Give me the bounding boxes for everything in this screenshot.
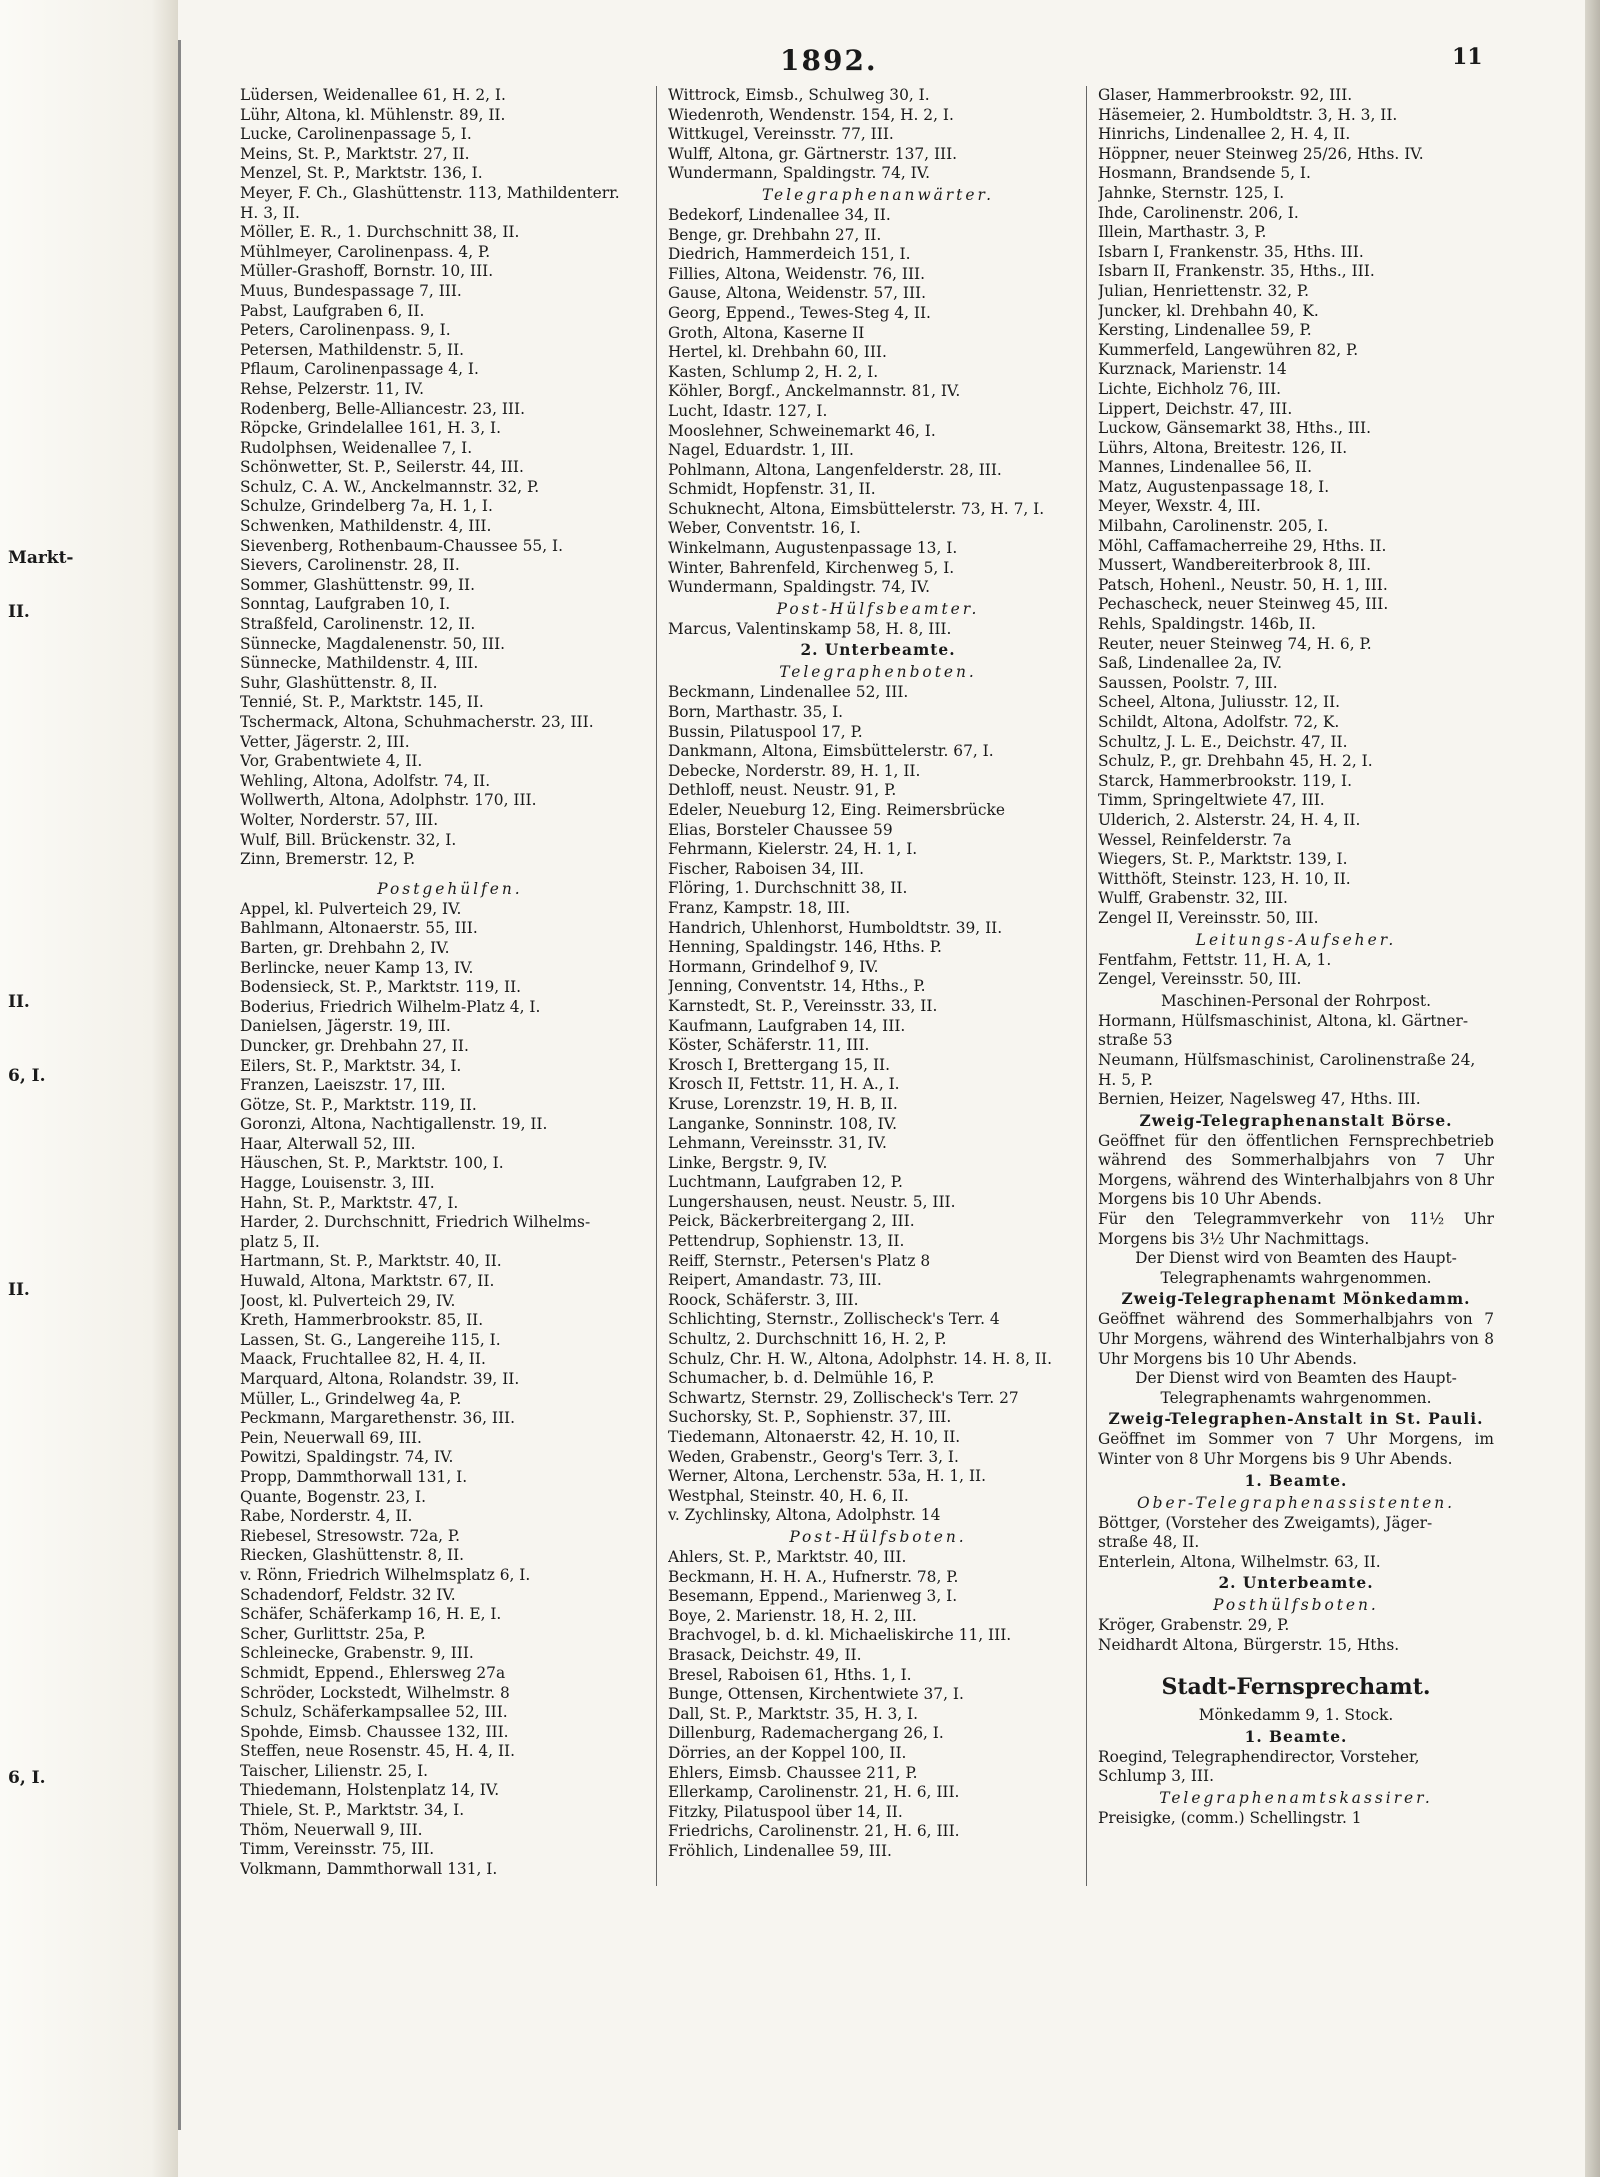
directory-entry: Lassen, St. G., Langereihe 115, I.: [240, 1330, 501, 1349]
directory-entry: Möller, E. R., 1. Durchschnitt 38, II.: [240, 223, 520, 242]
directory-entry: Suhr, Glashüttenstr. 8, II.: [240, 673, 438, 692]
directory-entry: Georg, Eppend., Tewes-Steg 4, II.: [668, 303, 931, 322]
directory-entry: Hinrichs, Lindenallee 2, H. 4, II.: [1098, 125, 1351, 144]
directory-entry: Schwartz, Sternstr. 29, Zollischeck's Terr. 27: [668, 1388, 1019, 1407]
directory-entry: Rabe, Norderstr. 4, II.: [240, 1507, 413, 1526]
directory-entry: Friedrichs, Carolinenstr. 21, H. 6, III.: [668, 1822, 960, 1841]
directory-entry: Tschermack, Altona, Schuhmacherstr. 23, III.: [240, 713, 594, 731]
directory-entry: Pechascheck, neuer Steinweg 45, III.: [1098, 595, 1389, 614]
directory-entry: Wollwerth, Altona, Adolphstr. 170, III.: [240, 791, 537, 810]
directory-entry: Schulz, Schäferkampsallee 52, III.: [240, 1703, 508, 1722]
directory-entry: Sievers, Carolinenstr. 28, II.: [240, 556, 460, 575]
section-heading: Ober-Telegraphenassistenten.: [1136, 1493, 1456, 1512]
directory-entry: Bahlmann, Altonaerstr. 55, III.: [240, 919, 478, 938]
directory-entry: Kersting, Lindenallee 59, P.: [1098, 321, 1312, 340]
directory-entry: Hertel, kl. Drehbahn 60, III.: [668, 343, 887, 362]
directory-entry: Mussert, Wandbereiterbrook 8, III.: [1098, 556, 1371, 575]
directory-entry: Bunge, Ottensen, Kirchentwiete 37, I.: [668, 1685, 964, 1704]
directory-entry: Meins, St. P., Marktstr. 27, II.: [240, 144, 470, 163]
directory-entry: Neidhardt Altona, Bürgerstr. 15, Hths.: [1098, 1635, 1400, 1654]
directory-entry: Pettendrup, Sophienstr. 13, II.: [668, 1232, 905, 1251]
directory-entry: Boye, 2. Marienstr. 18, H. 2, III.: [668, 1606, 917, 1625]
directory-entry: Brachvogel, b. d. kl. Michaeliskirche 11, III.: [668, 1626, 1012, 1645]
directory-entry: Rehse, Pelzerstr. 11, IV.: [240, 379, 424, 398]
directory-entry: Sievenberg, Rothenbaum-Chaussee 55, I.: [240, 536, 563, 555]
directory-entry: Vor, Grabentwiete 4, II.: [240, 752, 423, 771]
directory-entry: Lühr, Altona, kl. Mühlenstr. 89, II.: [240, 105, 506, 124]
directory-entry: Scher, Gurlittstr. 25a, P.: [240, 1624, 426, 1643]
directory-entry: Schultz, 2. Durchschnitt 16, H. 2, P.: [668, 1330, 947, 1349]
directory-entry: Saussen, Poolstr. 7, III.: [1098, 673, 1278, 692]
directory-entry: Dörries, an der Koppel 100, II.: [668, 1743, 907, 1762]
directory-entry: Götze, St. P., Marktstr. 119, II.: [240, 1095, 477, 1114]
directory-entry: Preisigke, (comm.) Schellingstr. 1: [1098, 1808, 1362, 1827]
directory-entry: Danielsen, Jägerstr. 19, III.: [240, 1017, 451, 1036]
directory-entry: Kröger, Grabenstr. 29, P.: [1098, 1616, 1290, 1635]
directory-entry: Starck, Hammerbrookstr. 119, I.: [1098, 771, 1352, 790]
directory-entry: Eilers, St. P., Marktstr. 34, I.: [240, 1056, 462, 1075]
section-heading: Zweig-Telegraphenamt Mönkedamm.: [1121, 1290, 1471, 1309]
directory-entry: Milbahn, Carolinenstr. 205, I.: [1098, 517, 1329, 536]
directory-entry: Häsemeier, 2. Humboldtstr. 3, H. 3, II.: [1098, 105, 1398, 124]
directory-entry: Müller-Grashoff, Bornstr. 10, III.: [240, 262, 494, 281]
directory-entry: Taischer, Lilienstr. 25, I.: [240, 1761, 429, 1780]
directory-entry: Winter, Bahrenfeld, Kirchenweg 5, I.: [668, 558, 955, 577]
section-heading: Mönkedamm 9, 1. Stock.: [1198, 1705, 1394, 1724]
left-margin-fragments: [0, 0, 170, 2177]
directory-entry: Dall, St. P., Marktstr. 35, H. 3, I.: [668, 1704, 919, 1723]
directory-entry: Timm, Vereinsstr. 75, III.: [240, 1840, 435, 1859]
directory-entry: Marquard, Altona, Rolandstr. 39, II.: [240, 1370, 520, 1388]
directory-entry: Zinn, Bremerstr. 12, P.: [240, 850, 416, 869]
directory-entry: Thöm, Neuerwall 9, III.: [240, 1820, 423, 1839]
directory-entry: Beckmann, Lindenallee 52, III.: [668, 683, 909, 702]
directory-entry: Sünnecke, Mathildenstr. 4, III.: [240, 654, 479, 673]
directory-entry: Möhl, Caffamacherreihe 29, Hths. II.: [1098, 536, 1387, 555]
directory-entry: Petersen, Mathildenstr. 5, II.: [240, 340, 465, 359]
section-heading: Maschinen-Personal der Rohrpost.: [1160, 991, 1432, 1010]
directory-entry: Juncker, kl. Drehbahn 40, K.: [1098, 301, 1319, 320]
directory-entry: Handrich, Uhlenhorst, Humboldtstr. 39, II.: [668, 918, 1003, 937]
page-year: 1892.: [780, 44, 878, 77]
directory-entry: straße 48, II.: [1098, 1533, 1200, 1552]
directory-entry: Rodenberg, Belle-Alliancestr. 23, III.: [240, 399, 525, 418]
directory-entry: Lungershausen, neust. Neustr. 5, III.: [668, 1192, 956, 1211]
directory-entry: Lüdersen, Weidenallee 61, H. 2, I.: [240, 86, 506, 104]
directory-entry: Schröder, Lockstedt, Wilhelmstr. 8: [240, 1683, 510, 1702]
directory-entry: Kaufmann, Laufgraben 14, III.: [668, 1016, 906, 1035]
directory-entry: Fillies, Altona, Weidenstr. 76, III.: [668, 264, 926, 283]
directory-entry: Julian, Henriettenstr. 32, P.: [1098, 281, 1310, 300]
directory-entry: Kreth, Hammerbrookstr. 85, II.: [240, 1311, 484, 1330]
directory-entry: Duncker, gr. Drehbahn 27, II.: [240, 1036, 469, 1055]
directory-entry: Spohde, Eimsb. Chaussee 132, III.: [240, 1722, 509, 1741]
directory-entry: Schäfer, Schäferkamp 16, H. E, I.: [240, 1605, 502, 1624]
directory-entry: Peick, Bäckerbreitergang 2, III.: [668, 1212, 915, 1231]
directory-entry: Marcus, Valentinskamp 58, H. 8, III.: [668, 619, 952, 638]
directory-entry: Vetter, Jägerstr. 2, III.: [240, 732, 410, 751]
directory-entry: platz 5, II.: [240, 1232, 320, 1251]
directory-entry: Sommer, Glashüttenstr. 99, II.: [240, 575, 476, 594]
directory-entry: Schmidt, Eppend., Ehlersweg 27a: [240, 1663, 506, 1682]
directory-entry: Krosch II, Fettstr. 11, H. A., I.: [668, 1075, 900, 1094]
directory-entry: Reipert, Amandastr. 73, III.: [668, 1271, 882, 1290]
directory-entry: Bedekorf, Lindenallee 34, II.: [668, 205, 891, 224]
directory-entry: Isbarn II, Frankenstr. 35, Hths., III.: [1098, 262, 1375, 281]
directory-entry: Reuter, neuer Steinweg 74, H. 6, P.: [1098, 634, 1372, 653]
directory-entry: Wittkugel, Vereinsstr. 77, III.: [668, 125, 894, 144]
margin-fragment: II.: [8, 1280, 30, 1300]
directory-entry: Hagge, Louisenstr. 3, III.: [240, 1174, 435, 1193]
directory-entry: Wundermann, Spaldingstr. 74, IV.: [668, 578, 931, 597]
directory-entry: Schulz, C. A. W., Anckelmannstr. 32, P.: [240, 477, 540, 496]
directory-entry: Peters, Carolinenpass. 9, I.: [240, 321, 451, 340]
directory-entry: Brasack, Deichstr. 49, II.: [668, 1645, 862, 1664]
directory-entry: Jahnke, Sternstr. 125, I.: [1098, 183, 1285, 202]
directory-entry: Wulff, Grabenstr. 32, III.: [1098, 889, 1288, 908]
directory-entry: Illein, Marthastr. 3, P.: [1098, 223, 1267, 242]
section-heading: Stadt-Fernsprechamt.: [1161, 1673, 1431, 1700]
directory-entry: Schadendorf, Feldstr. 32 IV.: [240, 1585, 456, 1604]
directory-entry: Wundermann, Spaldingstr. 74, IV.: [668, 164, 931, 183]
directory-entry: Zengel II, Vereinsstr. 50, III.: [1098, 908, 1319, 927]
margin-fragment: 6, I.: [8, 1066, 46, 1086]
directory-entry: Quante, Bogenstr. 23, I.: [240, 1487, 427, 1506]
notice-paragraph: Geöffnet für den öffentlichen Fernsprechbetrieb während des Sommerhalbjahrs von 7 Uhr Morgens, während des Winterhalbjahrs von 8 Uhr Morgens bis 10 Uhr Abends.: [1098, 1131, 1494, 1209]
directory-entry: Schuknecht, Altona, Eimsbüttelerstr. 73, H. 7, I.: [668, 499, 1045, 518]
directory-entry: Mooslehner, Schweinemarkt 46, I.: [668, 421, 936, 440]
directory-entry: Rehls, Spaldingstr. 146b, II.: [1098, 615, 1316, 634]
directory-entry: Schlump 3, III.: [1098, 1767, 1214, 1786]
directory-entry: Elias, Borsteler Chaussee 59: [668, 820, 893, 839]
directory-entry: Nagel, Eduardstr. 1, III.: [668, 441, 854, 460]
directory-entry: Peckmann, Margarethenstr. 36, III.: [240, 1409, 516, 1428]
directory-entry: Goronzi, Altona, Nachtigallenstr. 19, II.: [240, 1115, 548, 1134]
directory-entry: Schönwetter, St. P., Seilerstr. 44, III.: [240, 458, 524, 477]
directory-entry: Wiegers, St. P., Marktstr. 139, I.: [1098, 850, 1348, 869]
directory-entry: Kasten, Schlump 2, H. 2, I.: [668, 362, 879, 381]
directory-entry: Hormann, Grindelhof 9, IV.: [668, 957, 879, 976]
directory-entry: Pohlmann, Altona, Langenfelderstr. 28, III.: [668, 460, 1002, 479]
directory-entry: Ehlers, Eimsb. Chaussee 211, P.: [668, 1763, 918, 1782]
directory-entry: Gause, Altona, Weidenstr. 57, III.: [668, 284, 927, 303]
directory-entry: Weber, Conventstr. 16, I.: [668, 519, 861, 538]
directory-entry: Boderius, Friedrich Wilhelm-Platz 4, I.: [240, 997, 541, 1016]
directory-entry: Riecken, Glashüttenstr. 8, II.: [240, 1546, 465, 1565]
directory-entry: Fischer, Raboisen 34, III.: [668, 859, 865, 878]
directory-entry: Tiedemann, Altonaerstr. 42, H. 10, II.: [668, 1428, 961, 1446]
directory-entry: Köster, Schäferstr. 11, III.: [668, 1036, 870, 1055]
directory-entry: Ellerkamp, Carolinenstr. 21, H. 6, III.: [668, 1783, 960, 1802]
directory-entry: Lührs, Altona, Breitestr. 126, II.: [1098, 438, 1348, 457]
directory-entry: Wolter, Norderstr. 57, III.: [240, 810, 439, 829]
directory-column-left: [240, 86, 660, 1879]
directory-entry: Müller, L., Grindelweg 4a, P.: [240, 1389, 462, 1408]
section-heading: 1. Beamte.: [1244, 1471, 1348, 1490]
section-heading: 2. Unterbeamte.: [1218, 1574, 1374, 1593]
directory-entry: Pflaum, Carolinenpassage 4, I.: [240, 360, 479, 379]
directory-entry: Häuschen, St. P., Marktstr. 100, I.: [240, 1154, 504, 1173]
directory-entry: Bresel, Raboisen 61, Hths. 1, I.: [668, 1665, 912, 1684]
directory-entry: Enterlein, Altona, Wilhelmstr. 63, II.: [1098, 1552, 1381, 1571]
directory-entry: Harder, 2. Durchschnitt, Friedrich Wilhelms-: [240, 1213, 591, 1232]
directory-column-right: [1098, 86, 1494, 1828]
scan-right-edge: [1585, 0, 1600, 2177]
directory-entry: Rudolphsen, Weidenallee 7, I.: [240, 438, 473, 457]
directory-entry: Matz, Augustenpassage 18, I.: [1098, 477, 1330, 496]
directory-entry: Kurznack, Marienstr. 14: [1098, 360, 1287, 379]
notice-paragraph: Der Dienst wird von Beamten des Haupt-Telegraphenamts wahrgenommen.: [1135, 1369, 1457, 1407]
directory-entry: Kummerfeld, Langewühren 82, P.: [1098, 340, 1359, 359]
directory-entry: Menzel, St. P., Marktstr. 136, I.: [240, 164, 483, 183]
directory-entry: Wittrock, Eimsb., Schulweg 30, I.: [668, 86, 930, 104]
directory-entry: Fröhlich, Lindenallee 59, III.: [668, 1841, 892, 1860]
directory-entry: Glaser, Hammerbrookstr. 92, III.: [1098, 86, 1353, 104]
directory-entry: Besemann, Eppend., Marienweg 3, I.: [668, 1587, 958, 1606]
directory-entry: Steffen, neue Rosenstr. 45, H. 4, II.: [240, 1742, 516, 1761]
notice-paragraph: Für den Telegrammverkehr von 11½ Uhr Morgens bis 3½ Uhr Nachmittags.: [1098, 1210, 1494, 1248]
directory-entry: Powitzi, Spaldingstr. 74, IV.: [240, 1448, 454, 1467]
directory-entry: Henning, Spaldingstr. 146, Hths. P.: [668, 938, 942, 957]
directory-entry: Scheel, Altona, Juliusstr. 12, II.: [1098, 693, 1341, 712]
directory-entry: straße 53: [1098, 1031, 1173, 1050]
directory-entry: Schmidt, Hopfenstr. 31, II.: [668, 480, 876, 499]
directory-entry: Hormann, Hülfsmaschinist, Altona, kl. Gärtner-: [1098, 1011, 1469, 1030]
directory-entry: Linke, Bergstr. 9, IV.: [668, 1153, 828, 1172]
directory-entry: Berlincke, neuer Kamp 13, IV.: [240, 958, 474, 977]
directory-entry: v. Rönn, Friedrich Wilhelmsplatz 6, I.: [240, 1565, 531, 1584]
directory-entry: Luchtmann, Laufgraben 12, P.: [668, 1173, 903, 1192]
directory-entry: H. 5, P.: [1098, 1070, 1153, 1089]
section-heading: Postgehülfen.: [377, 879, 523, 898]
directory-entry: Diedrich, Hammerdeich 151, I.: [668, 245, 911, 264]
notice-paragraph: Geöffnet im Sommer von 7 Uhr Morgens, im Winter von 8 Uhr Morgens bis 9 Uhr Abends.: [1098, 1430, 1494, 1468]
directory-entry: Höppner, neuer Steinweg 25/26, Hths. IV.: [1098, 144, 1424, 163]
directory-entry: Huwald, Altona, Marktstr. 67, II.: [240, 1272, 495, 1291]
page-gutter-rule: [178, 40, 181, 2130]
directory-entry: Meyer, Wexstr. 4, III.: [1098, 497, 1261, 516]
directory-entry: Maack, Fruchtallee 82, H. 4, II.: [240, 1350, 486, 1369]
directory-entry: Groth, Altona, Kaserne II: [668, 323, 865, 342]
directory-entry: Roegind, Telegraphendirector, Vorsteher,: [1098, 1747, 1420, 1766]
directory-entry: Böttger, (Vorsteher des Zweigamts), Jäger-: [1098, 1513, 1433, 1532]
directory-entry: Werner, Altona, Lerchenstr. 53a, H. 1, II.: [668, 1467, 987, 1486]
directory-entry: Edeler, Neueburg 12, Eing. Reimersbrücke: [668, 801, 1005, 819]
directory-entry: Suchorsky, St. P., Sophienstr. 37, III.: [668, 1408, 952, 1427]
directory-entry: Westphal, Steinstr. 40, H. 6, II.: [668, 1486, 909, 1505]
margin-fragment: II.: [8, 602, 30, 622]
directory-entry: Isbarn I, Frankenstr. 35, Hths. III.: [1098, 242, 1364, 261]
directory-entry: Debecke, Norderstr. 89, H. 1, II.: [668, 761, 921, 780]
section-heading: Leitungs-Aufseher.: [1195, 930, 1397, 949]
directory-entry: Dethloff, neust. Neustr. 91, P.: [668, 781, 897, 800]
directory-entry: Winkelmann, Augustenpassage 13, I.: [668, 539, 958, 558]
directory-entry: Lippert, Deichstr. 47, III.: [1098, 399, 1293, 418]
directory-entry: Jenning, Conventstr. 14, Hths., P.: [668, 977, 926, 996]
page-number: 11: [1452, 44, 1483, 70]
section-heading: 2. Unterbeamte.: [800, 641, 956, 660]
directory-entry: Karnstedt, St. P., Vereinsstr. 33, II.: [668, 996, 938, 1015]
directory-entry: Lucke, Carolinenpassage 5, I.: [240, 125, 472, 144]
directory-entry: Ahlers, St. P., Marktstr. 40, III.: [668, 1547, 907, 1566]
directory-entry: Schumacher, b. d. Delmühle 16, P.: [668, 1369, 935, 1388]
directory-entry: Fentfahm, Fettstr. 11, H. A, 1.: [1098, 950, 1332, 969]
directory-entry: Pein, Neuerwall 69, III.: [240, 1428, 422, 1447]
directory-entry: Muus, Bundespassage 7, III.: [240, 281, 462, 300]
directory-entry: Schildt, Altona, Adolfstr. 72, K.: [1098, 713, 1340, 731]
directory-entry: Witthöft, Steinstr. 123, H. 10, II.: [1098, 869, 1351, 888]
directory-entry: Krosch I, Brettergang 15, II.: [668, 1055, 891, 1074]
directory-entry: Benge, gr. Drehbahn 27, II.: [668, 225, 882, 244]
notice-paragraph: Der Dienst wird von Beamten des Haupt-Telegraphenamts wahrgenommen.: [1135, 1249, 1457, 1287]
directory-entry: Patsch, Hohenl., Neustr. 50, H. 1, III.: [1098, 575, 1388, 594]
directory-entry: Schwenken, Mathildenstr. 4, III.: [240, 517, 492, 536]
directory-entry: Hahn, St. P., Marktstr. 47, I.: [240, 1193, 459, 1212]
directory-entry: Haar, Alterwall 52, III.: [240, 1134, 416, 1153]
directory-entry: Reiff, Sternstr., Petersen's Platz 8: [668, 1251, 931, 1270]
directory-entry: Schultz, J. L. E., Deichstr. 47, II.: [1098, 732, 1348, 751]
directory-entry: Schulz, Chr. H. W., Altona, Adolphstr. 14. H. 8, II.: [668, 1349, 1052, 1368]
directory-entry: Lucht, Idastr. 127, I.: [668, 401, 828, 420]
directory-entry: Timm, Springeltwiete 47, III.: [1098, 791, 1325, 810]
directory-entry: Langanke, Sonninstr. 108, IV.: [668, 1114, 898, 1133]
directory-entry: Wiedenroth, Wendenstr. 154, H. 2, I.: [668, 105, 954, 124]
directory-entry: Hosmann, Brandsende 5, I.: [1098, 164, 1311, 183]
directory-entry: Dillenburg, Rademachergang 26, I.: [668, 1724, 944, 1743]
directory-entry: Wessel, Reinfelderstr. 7a: [1098, 830, 1292, 849]
directory-entry: Dankmann, Altona, Eimsbüttelerstr. 67, I.: [668, 742, 994, 761]
directory-entry: Sünnecke, Magdalenenstr. 50, III.: [240, 634, 506, 653]
directory-entry: Bodensieck, St. P., Marktstr. 119, II.: [240, 978, 522, 997]
directory-entry: Luckow, Gänsemarkt 38, Hths., III.: [1098, 419, 1371, 438]
directory-entry: H. 3, II.: [240, 203, 300, 222]
directory-entry: Born, Marthastr. 35, I.: [668, 703, 844, 722]
directory-entry: Mühlmeyer, Carolinenpass. 4, P.: [240, 242, 491, 261]
section-heading: 1. Beamte.: [1244, 1727, 1348, 1746]
section-heading: Post-Hülfsboten.: [789, 1527, 967, 1546]
directory-entry: Franz, Kampstr. 18, III.: [668, 898, 851, 917]
directory-entry: Joost, kl. Pulverteich 29, IV.: [240, 1291, 456, 1310]
directory-entry: Schleinecke, Grabenstr. 9, III.: [240, 1644, 474, 1663]
directory-entry: Fehrmann, Kielerstr. 24, H. 1, I.: [668, 840, 918, 859]
directory-entry: Roock, Schäferstr. 3, III.: [668, 1290, 859, 1309]
directory-entry: v. Zychlinsky, Altona, Adolphstr. 14: [668, 1506, 941, 1525]
section-heading: Zweig-Telegraphen-Anstalt in St. Pauli.: [1108, 1410, 1484, 1429]
directory-entry: Franzen, Laeiszstr. 17, III.: [240, 1076, 446, 1095]
directory-entry: Zengel, Vereinsstr. 50, III.: [1098, 970, 1302, 989]
directory-entry: Wulff, Altona, gr. Gärtnerstr. 137, III.: [668, 144, 958, 163]
directory-entry: Fitzky, Pilatuspool über 14, II.: [668, 1802, 903, 1821]
directory-entry: Barten, gr. Drehbahn 2, IV.: [240, 938, 450, 957]
directory-entry: Meyer, F. Ch., Glashüttenstr. 113, Mathildenterr.: [240, 183, 620, 202]
directory-entry: Wulf, Bill. Brückenstr. 32, I.: [240, 830, 457, 849]
margin-fragment: Markt-: [8, 548, 74, 568]
directory-entry: Pabst, Laufgraben 6, II.: [240, 301, 425, 320]
directory-entry: Thiedemann, Holstenplatz 14, IV.: [240, 1781, 500, 1800]
directory-entry: Straßfeld, Carolinenstr. 12, II.: [240, 615, 476, 634]
directory-entry: Ulderich, 2. Alsterstr. 24, H. 4, II.: [1098, 810, 1361, 829]
section-heading: Telegraphenanwärter.: [761, 185, 995, 204]
directory-entry: Köhler, Borgf., Anckelmannstr. 81, IV.: [668, 382, 961, 401]
directory-entry: Kruse, Lorenzstr. 19, H. B, II.: [668, 1094, 898, 1113]
section-heading: Posthülfsboten.: [1213, 1596, 1379, 1615]
directory-entry: Sonntag, Laufgraben 10, I.: [240, 595, 451, 614]
directory-entry: Tennié, St. P., Marktstr. 145, II.: [240, 693, 484, 712]
notice-paragraph: Geöffnet während des Sommerhalbjahrs von 7 Uhr Morgens, während des Winterhalbjahrs von 8 Uhr Morgens bis 10 Uhr Abends.: [1098, 1310, 1494, 1368]
directory-entry: Weden, Grabenstr., Georg's Terr. 3, I.: [668, 1447, 959, 1466]
directory-entry: Appel, kl. Pulverteich 29, IV.: [240, 899, 462, 918]
directory-entry: Propp, Dammthorwall 131, I.: [240, 1467, 468, 1486]
section-spacer: [240, 870, 660, 878]
directory-entry: Röpcke, Grindelallee 161, H. 3, I.: [240, 419, 501, 438]
directory-entry: Schlichting, Sternstr., Zollischeck's Terr. 4: [668, 1310, 1000, 1329]
directory-entry: Wehling, Altona, Adolfstr. 74, II.: [240, 771, 491, 790]
directory-entry: Schulze, Grindelberg 7a, H. 1, I.: [240, 497, 493, 516]
directory-entry: Flöring, 1. Durchschnitt 38, II.: [668, 879, 908, 898]
section-heading: Telegraphenboten.: [779, 663, 977, 682]
directory-entry: Neumann, Hülfsmaschinist, Carolinenstraße 24,: [1098, 1050, 1476, 1069]
directory-entry: Volkmann, Dammthorwall 131, I.: [240, 1859, 498, 1878]
directory-entry: Mannes, Lindenallee 56, II.: [1098, 458, 1313, 477]
directory-column-middle: [668, 86, 1088, 1861]
directory-entry: Schulz, P., gr. Drehbahn 45, H. 2, I.: [1098, 752, 1373, 771]
directory-entry: Beckmann, H. H. A., Hufnerstr. 78, P.: [668, 1567, 959, 1586]
section-heading: Post-Hülfsbeamter.: [776, 599, 980, 618]
section-heading: Telegraphenamtskassirer.: [1159, 1788, 1433, 1807]
margin-fragment: 6, I.: [8, 1768, 46, 1788]
directory-entry: Saß, Lindenallee 2a, IV.: [1098, 654, 1282, 673]
margin-fragment: II.: [8, 992, 30, 1012]
section-heading: Zweig-Telegraphenanstalt Börse.: [1139, 1111, 1453, 1130]
directory-entry: Bussin, Pilatuspool 17, P.: [668, 722, 863, 741]
directory-entry: Lichte, Eichholz 76, III.: [1098, 379, 1282, 398]
directory-entry: Ihde, Carolinenstr. 206, I.: [1098, 203, 1299, 222]
directory-entry: Thiele, St. P., Marktstr. 34, I.: [240, 1801, 465, 1820]
directory-entry: Bernien, Heizer, Nagelsweg 47, Hths. III.: [1098, 1090, 1421, 1109]
directory-entry: Riebesel, Stresowstr. 72a, P.: [240, 1526, 461, 1545]
directory-entry: Lehmann, Vereinsstr. 31, IV.: [668, 1134, 887, 1153]
directory-entry: Hartmann, St. P., Marktstr. 40, II.: [240, 1252, 502, 1271]
